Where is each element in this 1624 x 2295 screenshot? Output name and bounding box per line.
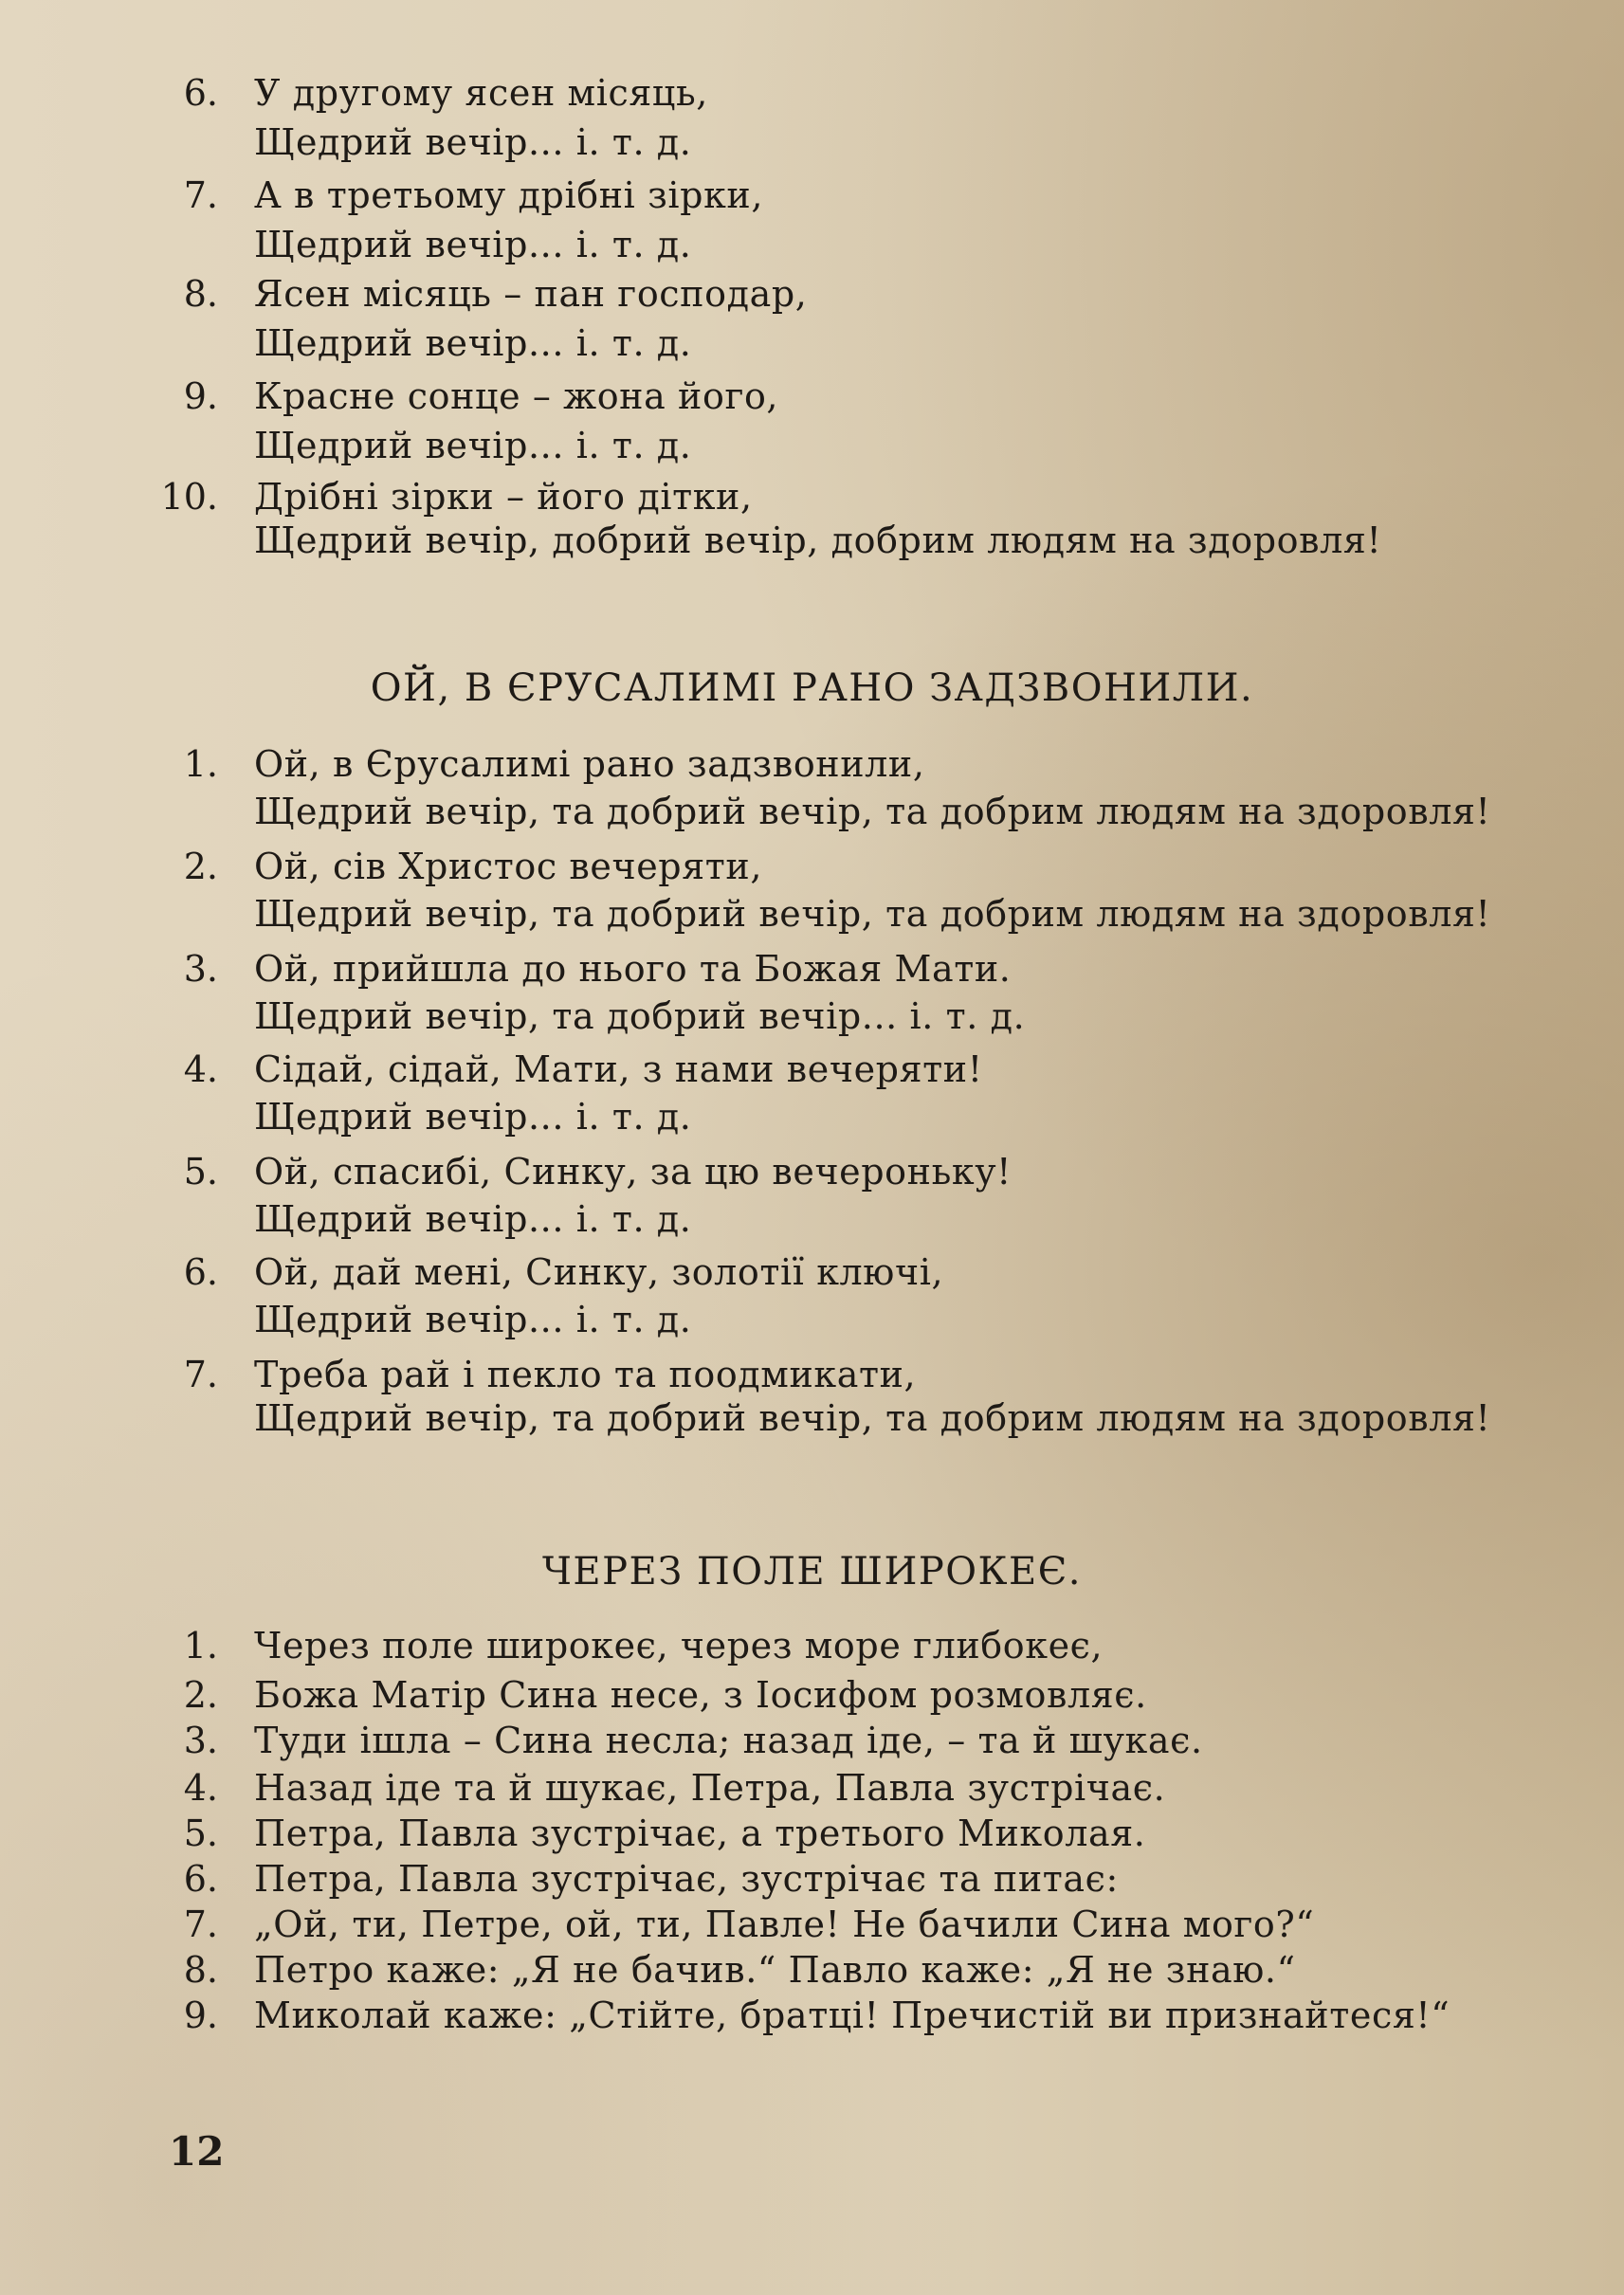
verse-line: Миколай каже: „Стійте, братці! Пречистій ви признайтеся!“ <box>254 1994 1451 2036</box>
verse-line: „Ой, ти, Петре, ой, ти, Павле! Не бачили Сина мого?“ <box>254 1903 1315 1945</box>
refrain-line: Щедрий вечір... і. т. д. <box>254 224 692 265</box>
verse-line: Ой, прийшла до нього та Божая Мати. <box>254 948 1012 990</box>
verse-line: Через поле широкеє, через море глибокеє, <box>254 1625 1104 1667</box>
stanza-number: 4. <box>183 1048 218 1090</box>
verse-number: 6. <box>183 1858 218 1900</box>
refrain-line: Щедрий вечір, та добрий вечір, та добрим людям на здоровля! <box>254 791 1491 832</box>
stanza-number: 6. <box>183 72 218 114</box>
verse-line: Дрібні зірки – його дітки, <box>254 476 753 518</box>
verse-number: 1. <box>183 1625 218 1667</box>
verse-line: Петра, Павла зустрічає, а третього Миколая. <box>254 1812 1146 1854</box>
verse-number: 9. <box>183 1994 218 2036</box>
stanza-number: 7. <box>183 1354 218 1395</box>
verse-line: Ой, спасибі, Синку, за цю вечероньку! <box>254 1151 1013 1193</box>
verse-line: У другому ясен місяць, <box>254 72 708 114</box>
song-title: ЧЕРЕЗ ПОЛЕ ШИРОКЕЄ. <box>541 1550 1083 1594</box>
song-title: ОЙ, В ЄРУСАЛИМІ РАНО ЗАДЗВОНИЛИ. <box>370 666 1254 710</box>
stanza-number: 2. <box>183 846 218 887</box>
verse-number: 4. <box>183 1767 218 1809</box>
verse-number: 7. <box>183 1903 218 1945</box>
stanza-number: 8. <box>183 273 218 315</box>
stanza-number: 1. <box>183 743 218 785</box>
verse-line: Ой, дай мені, Синку, золотії ключі, <box>254 1251 944 1293</box>
refrain-line: Щедрий вечір... і. т. д. <box>254 425 692 466</box>
verse-line: Туди ішла – Сина несла; назад іде, – та й шукає. <box>254 1720 1203 1761</box>
verse-line: Назад іде та й шукає, Петра, Павла зустрічає. <box>254 1767 1166 1809</box>
verse-line: Петра, Павла зустрічає, зустрічає та питає: <box>254 1858 1119 1900</box>
refrain-line: Щедрий вечір, добрий вечір, добрим людям на здоровля! <box>254 519 1382 561</box>
refrain-line: Щедрий вечір, та добрий вечір... і. т. д. <box>254 995 1026 1037</box>
verse-number: 3. <box>183 1720 218 1761</box>
refrain-line: Щедрий вечір... і. т. д. <box>254 1096 692 1138</box>
verse-line: А в третьому дрібні зірки, <box>254 174 764 216</box>
verse-line: Ой, в Єрусалимі рано задзвонили, <box>254 743 925 785</box>
refrain-line: Щедрий вечір, та добрий вечір, та добрим людям на здоровля! <box>254 1397 1491 1439</box>
refrain-line: Щедрий вечір... і. т. д. <box>254 121 692 163</box>
verse-line: Божа Матір Сина несе, з Іосифом розмовляє. <box>254 1674 1147 1716</box>
page-number: 12 <box>169 2128 225 2175</box>
stanza-number: 3. <box>183 948 218 990</box>
refrain-line: Щедрий вечір... і. т. д. <box>254 322 692 364</box>
stanza-number: 9. <box>183 375 218 417</box>
verse-line: Сідай, сідай, Мати, з нами вечеряти! <box>254 1048 983 1090</box>
refrain-line: Щедрий вечір, та добрий вечір, та добрим людям на здоровля! <box>254 893 1491 935</box>
stanza-number: 6. <box>183 1251 218 1293</box>
stanza-number: 5. <box>183 1151 218 1193</box>
verse-line: Петро каже: „Я не бачив.“ Павло каже: „Я не знаю.“ <box>254 1949 1296 1991</box>
verse-number: 2. <box>183 1674 218 1716</box>
verse-number: 8. <box>183 1949 218 1991</box>
verse-line: Ой, сів Христос вечеряти, <box>254 846 763 887</box>
stanza-number: 7. <box>183 174 218 216</box>
verse-line: Треба рай і пекло та поодмикати, <box>254 1354 917 1395</box>
refrain-line: Щедрий вечір... і. т. д. <box>254 1299 692 1340</box>
stanza-number: 10. <box>160 476 218 518</box>
refrain-line: Щедрий вечір... і. т. д. <box>254 1198 692 1240</box>
verse-number: 5. <box>183 1812 218 1854</box>
verse-line: Ясен місяць – пан господар, <box>254 273 808 315</box>
verse-line: Красне сонце – жона його, <box>254 375 779 417</box>
